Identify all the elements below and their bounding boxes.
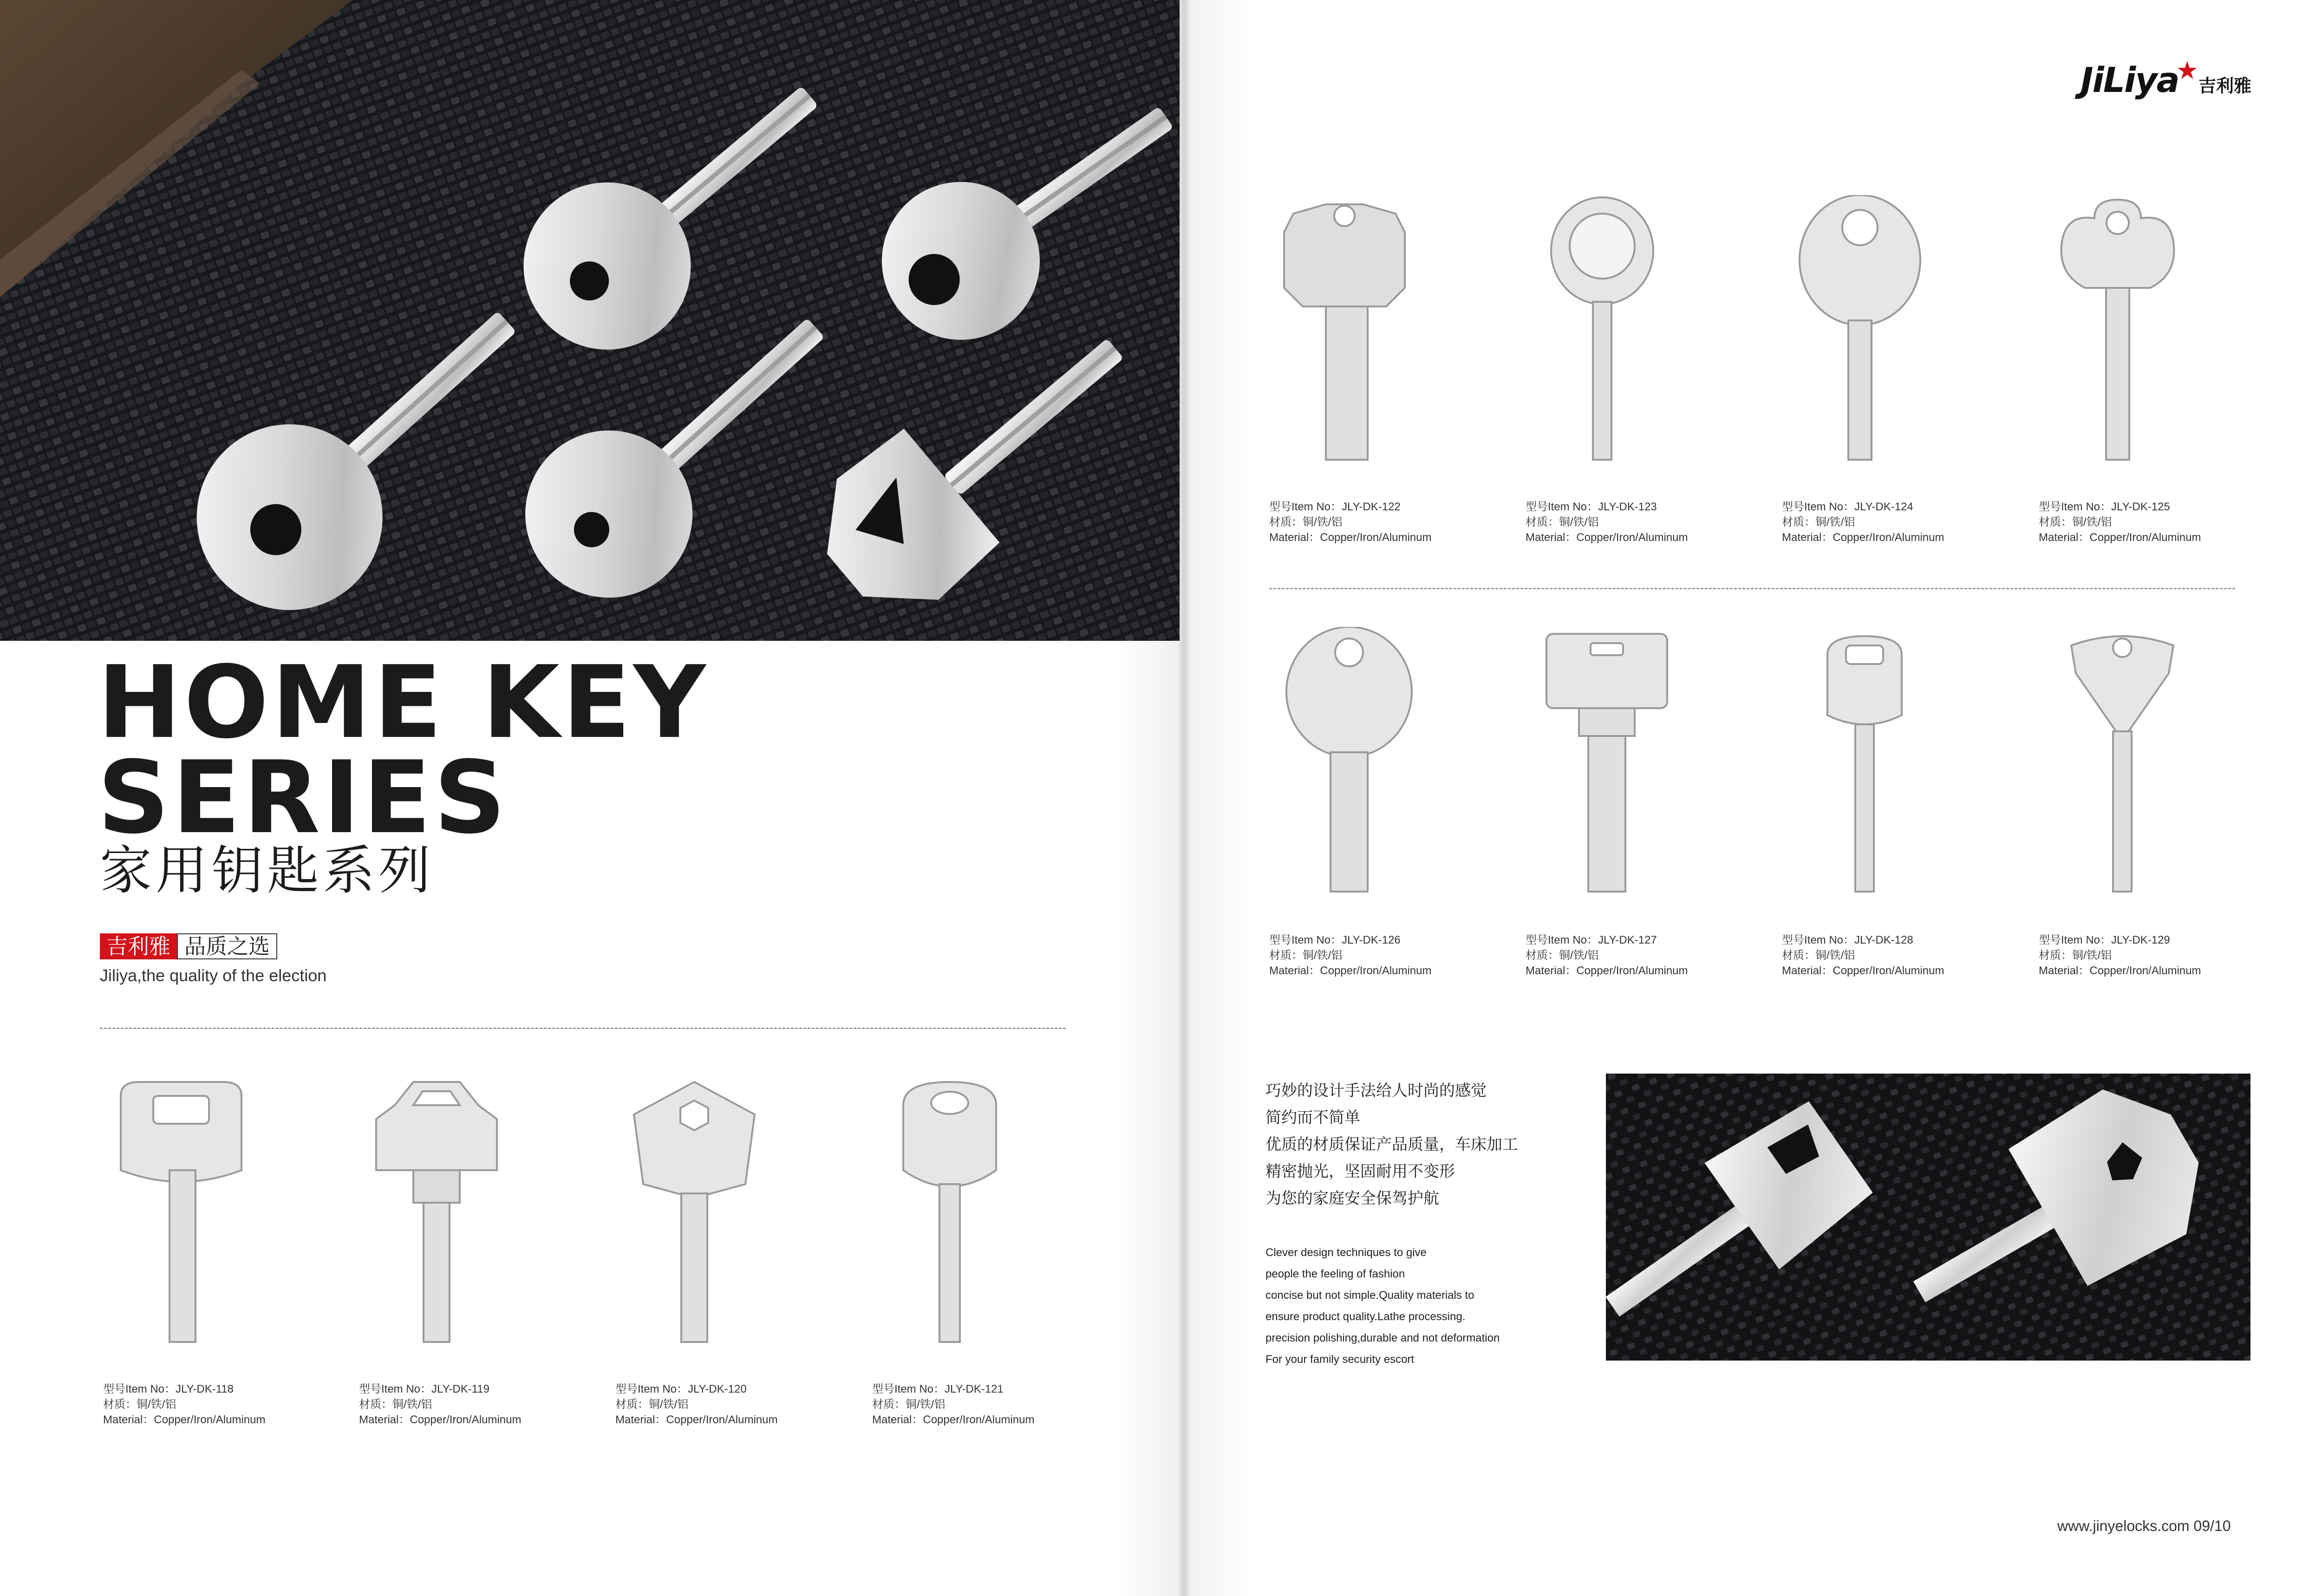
caption-122: 型号Item No：JLY-DK-122 材质：铜/铁/铝 Material：Copper/Iron/Aluminum (1269, 501, 1432, 544)
key-image-121 (880, 1077, 1019, 1347)
divider-right (1269, 588, 2235, 589)
footer-pages: 09/10 (2193, 1518, 2231, 1534)
key-image-126 (1279, 627, 1419, 896)
caption-126: 型号Item No：JLY-DK-126 材质：铜/铁/铝 Material：Copper/Iron/Aluminum (1269, 934, 1432, 977)
divider (100, 1028, 1066, 1029)
key-image-118 (111, 1077, 251, 1347)
hero-photo (0, 0, 1180, 641)
footer (2057, 1518, 2231, 1535)
caption-123: 型号Item No：JLY-DK-123 材质：铜/铁/铝 Material：Copper/Iron/Aluminum (1526, 501, 1688, 544)
detail-photo (1606, 1074, 2250, 1361)
logo-text-cn: 吉利雅 (2198, 75, 2252, 96)
caption-121: 型号Item No：JLY-DK-121 材质：铜/铁/铝 Material：Copper/Iron/Aluminum (872, 1383, 1035, 1426)
description-chinese: 巧妙的设计手法给人时尚的感觉 简约而不简单 优质的材质保证产品质量，车床加工 精密抛光，坚固耐用不变形 为您的家庭安全保驾护航 (1265, 1081, 1518, 1208)
caption-118: 型号Item No：JLY-DK-118 材质：铜/铁/铝 Material：Copper/Iron/Aluminum (103, 1383, 266, 1426)
caption-129: 型号Item No：JLY-DK-129 材质：铜/铁/铝 Material：Copper/Iron/Aluminum (2039, 934, 2201, 977)
description-english: Clever design techniques to give people the feeling of fashion concise but not simple.Quality materials to ensure product quality.Lathe processing. precision polishing,durable and not deformation For your family security escort (1265, 1246, 1500, 1366)
tagline: Jiliya,the quality of the election (100, 966, 327, 985)
key-image-128 (1795, 627, 1934, 896)
hero-photo-graphic (0, 0, 1180, 641)
caption-125: 型号Item No：JLY-DK-125 材质：铜/铁/铝 Material：Copper/Iron/Aluminum (2039, 501, 2201, 544)
brand-logo (2081, 56, 2252, 100)
brand-tag (100, 933, 277, 959)
key-image-124 (1790, 195, 1930, 464)
title-chinese: 家用钥匙系列 (100, 840, 434, 901)
brand-tag-box: 品质之选 (177, 933, 277, 959)
logo-text-en: JiLiya (2081, 60, 2179, 100)
detail-photo-graphic (1606, 1074, 2250, 1361)
caption-124: 型号Item No：JLY-DK-124 材质：铜/铁/铝 Material：Copper/Iron/Aluminum (1782, 501, 1944, 544)
key-image-120 (625, 1077, 764, 1347)
caption-127: 型号Item No：JLY-DK-127 材质：铜/铁/铝 Material：Copper/Iron/Aluminum (1526, 934, 1688, 977)
title-line-1: HOME KEY (98, 644, 709, 761)
caption-119: 型号Item No：JLY-DK-119 材质：铜/铁/铝 Material：Copper/Iron/Aluminum (359, 1383, 522, 1426)
title-line-2: SERIES (98, 739, 509, 856)
key-image-129 (2053, 627, 2192, 896)
footer-website: www.jinyelocks.com (2057, 1518, 2190, 1534)
key-image-123 (1533, 195, 1672, 464)
key-image-122 (1275, 195, 1414, 464)
key-image-119 (367, 1077, 506, 1347)
key-image-125 (2048, 195, 2187, 464)
caption-128: 型号Item No：JLY-DK-128 材质：铜/铁/铝 Material：Copper/Iron/Aluminum (1782, 934, 1944, 977)
star-logo-icon: ★ (2176, 56, 2199, 85)
key-image-127 (1537, 627, 1676, 896)
brand-tag-red: 吉利雅 (100, 933, 177, 959)
caption-120: 型号Item No：JLY-DK-120 材质：铜/铁/铝 Material：Copper/Iron/Aluminum (615, 1383, 778, 1426)
